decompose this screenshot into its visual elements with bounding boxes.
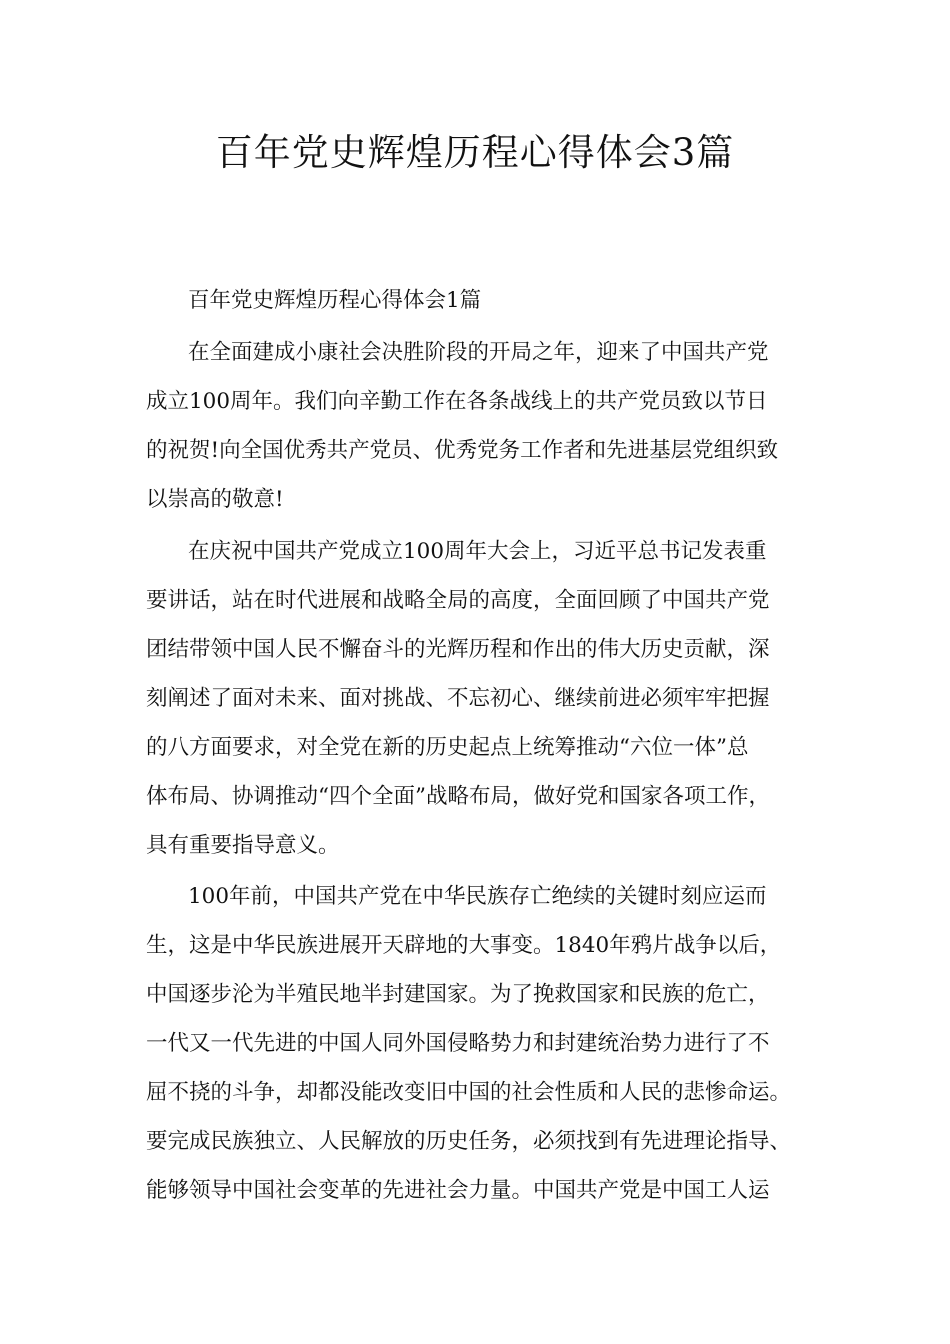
paragraph-1-line-3: 的祝贺!向全国优秀共产党员、优秀党务工作者和先进基层党组织致 — [146, 438, 779, 463]
paragraph-3-line-4: 一代又一代先进的中国人同外国侵略势力和封建统治势力进行了不 — [146, 1031, 770, 1056]
paragraph-1-line-2: 成立100周年。我们向辛勤工作在各条战线上的共产党员致以节日 — [146, 389, 768, 414]
paragraph-3-line-3: 中国逐步沦为半殖民地半封建国家。为了挽救国家和民族的危亡， — [146, 982, 770, 1007]
paragraph-3-line-1: 100年前，中国共产党在中华民族存亡绝续的关键时刻应运而 — [188, 884, 767, 909]
paragraph-3-line-5: 屈不挠的斗争，却都没能改变旧中国的社会性质和人民的悲惨命运。 — [146, 1080, 792, 1105]
paragraph-2-line-7: 具有重要指导意义。 — [146, 833, 340, 858]
paragraph-2-line-6: 体布局、协调推动“四个全面”战略布局，做好党和国家各项工作， — [146, 784, 770, 809]
paragraph-2-line-1: 在庆祝中国共产党成立100周年大会上，习近平总书记发表重 — [188, 539, 767, 564]
paragraph-3-line-2: 生，这是中华民族进展开天辟地的大事变。1840年鸦片战争以后， — [146, 933, 782, 958]
paragraph-2-line-5: 的八方面要求，对全党在新的历史起点上统筹推动“六位一体”总 — [146, 735, 749, 760]
section-heading: 百年党史辉煌历程心得体会1篇 — [188, 288, 482, 313]
paragraph-3-line-6: 要完成民族独立、人民解放的历史任务，必须找到有先进理论指导、 — [146, 1129, 792, 1154]
paragraph-2-line-3: 团结带领中国人民不懈奋斗的光辉历程和作出的伟大历史贡献，深 — [146, 637, 770, 662]
paragraph-1-line-1: 在全面建成小康社会决胜阶段的开局之年，迎来了中国共产党 — [188, 340, 769, 365]
paragraph-1-line-4: 以崇高的敬意! — [146, 487, 284, 512]
paragraph-3-line-7: 能够领导中国社会变革的先进社会力量。中国共产党是中国工人运 — [146, 1178, 770, 1203]
document-title: 百年党史辉煌历程心得体会3篇 — [215, 131, 735, 174]
paragraph-2-line-4: 刻阐述了面对未来、面对挑战、不忘初心、继续前进必须牢牢把握 — [146, 686, 770, 711]
paragraph-2-line-2: 要讲话，站在时代进展和战略全局的高度，全面回顾了中国共产党 — [146, 588, 770, 613]
